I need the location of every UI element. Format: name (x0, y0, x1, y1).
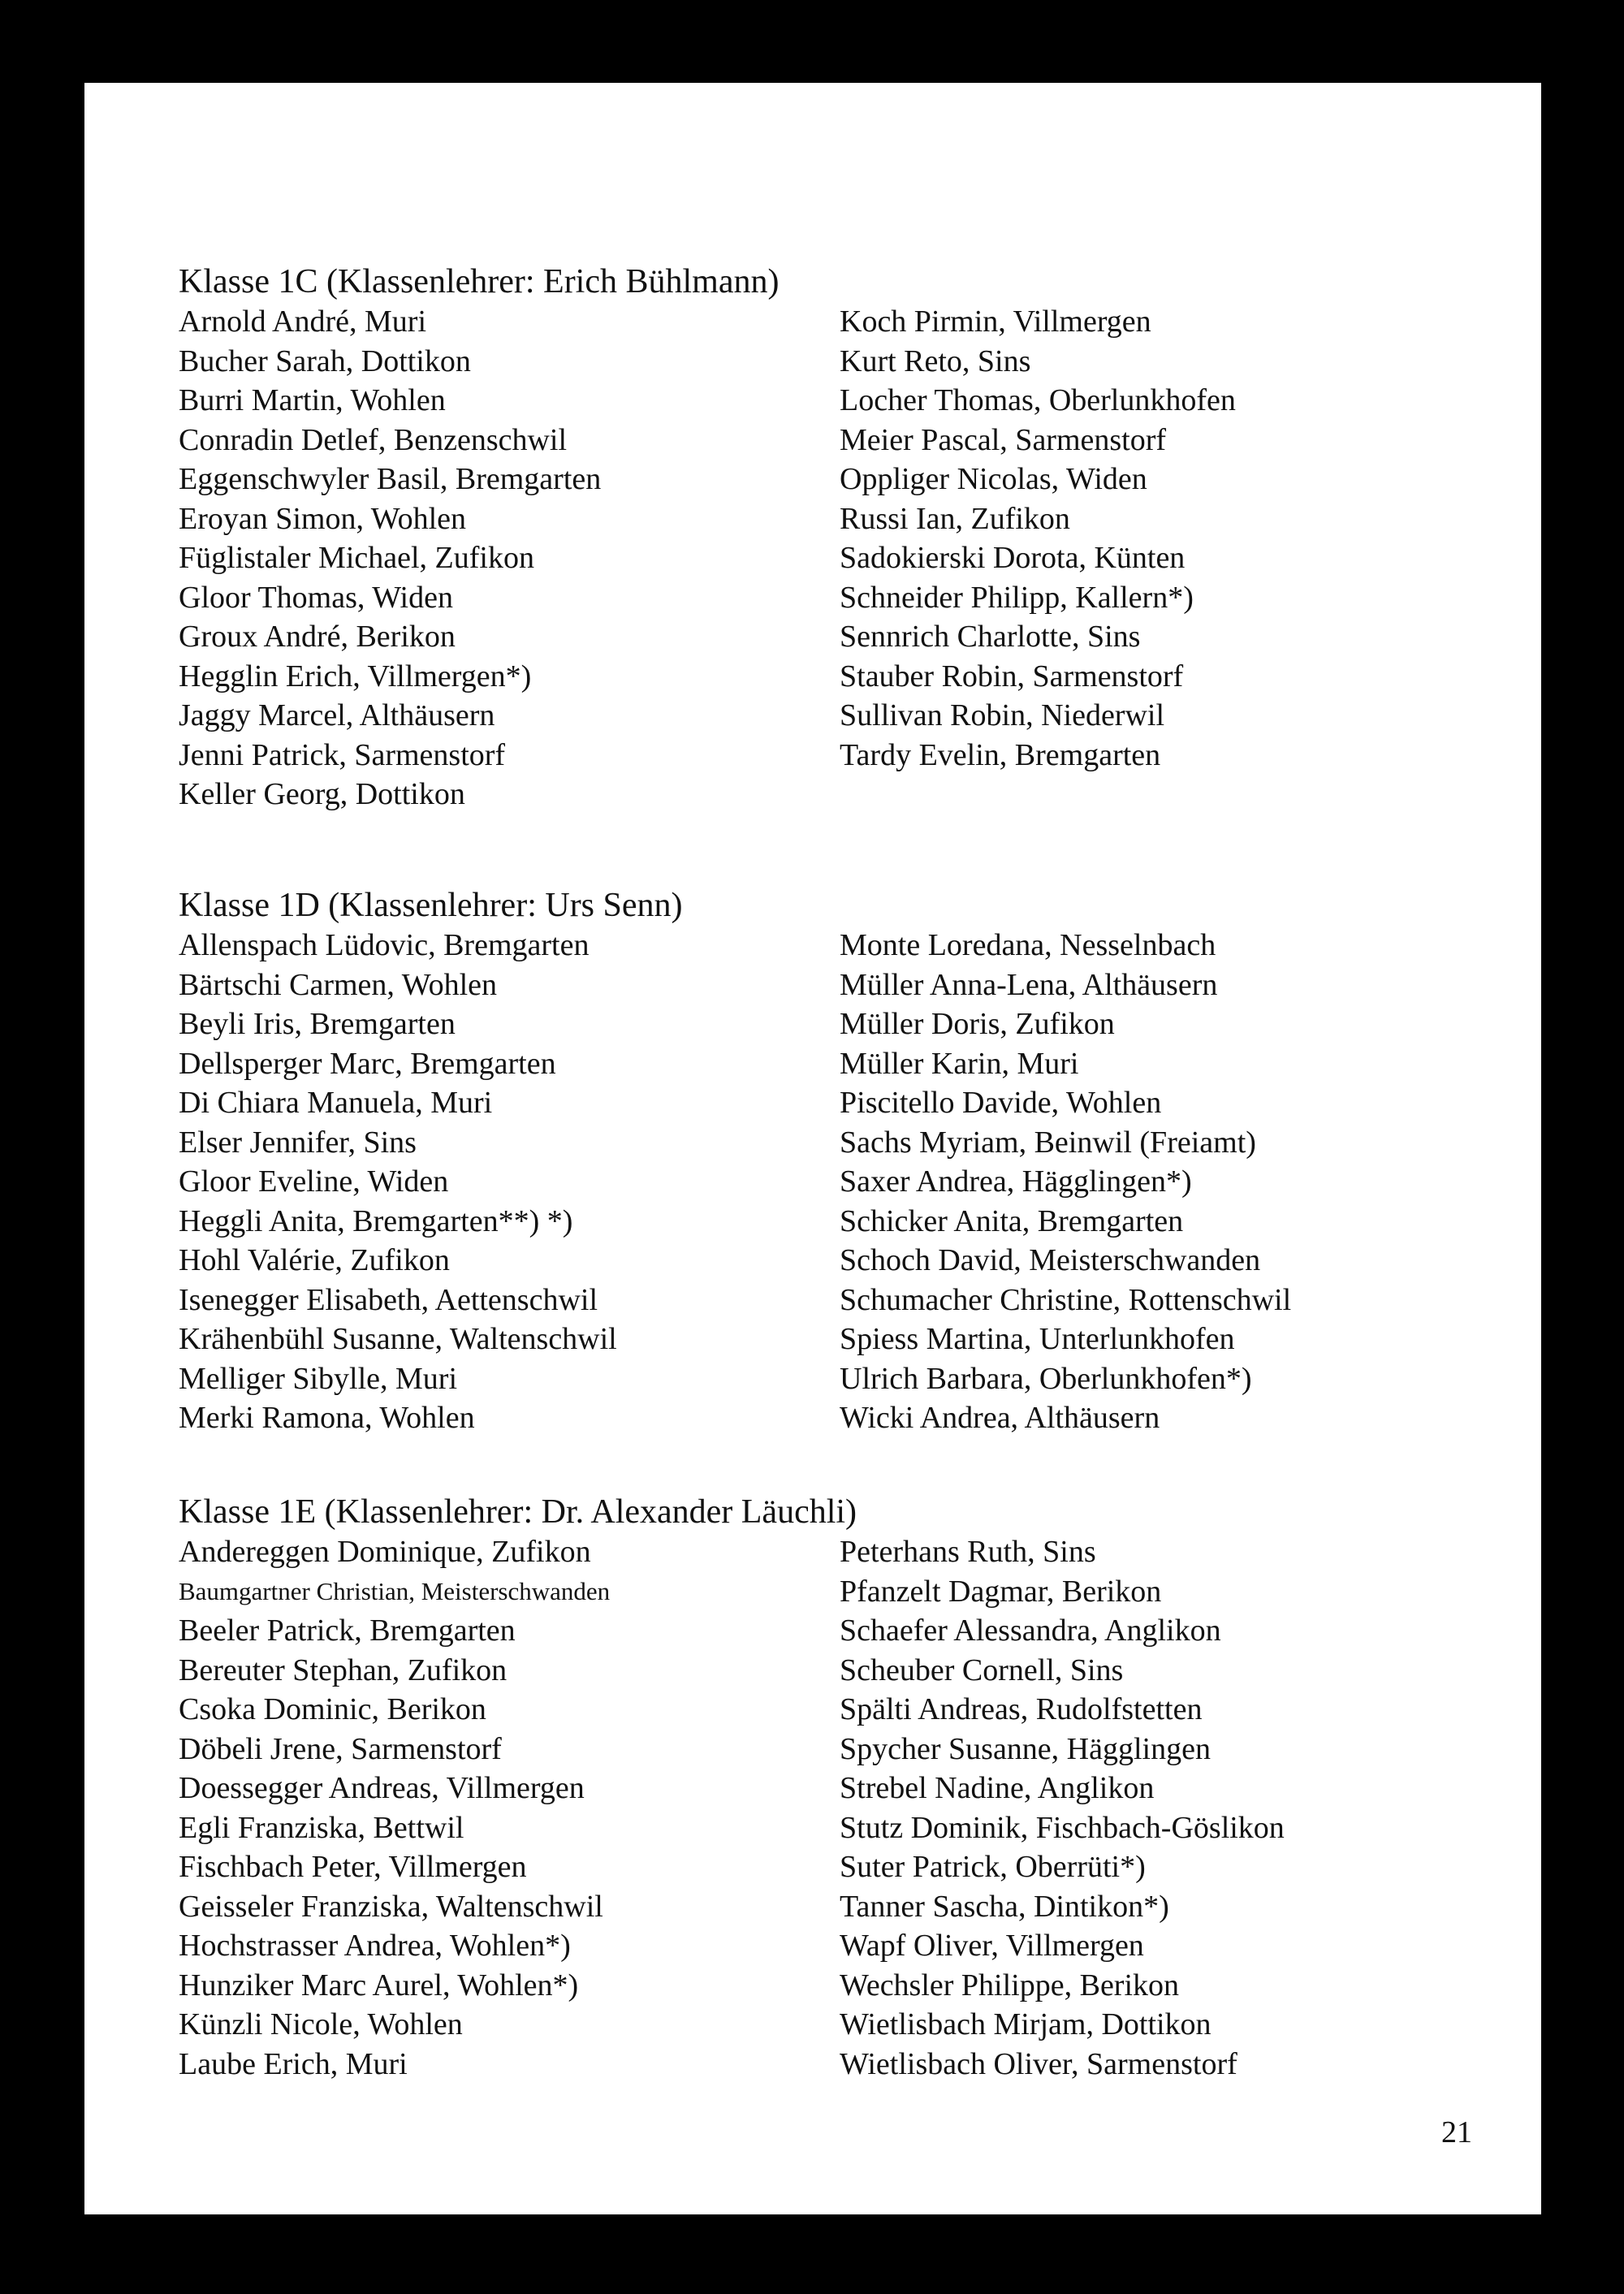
student-entry: Sullivan Robin, Niederwil (840, 698, 1165, 732)
student-entry: Hohl Valérie, Zufikon (179, 1243, 450, 1277)
student-entry: Stauber Robin, Sarmenstorf (840, 659, 1184, 693)
student-entry: Eroyan Simon, Wohlen (179, 501, 467, 536)
student-entry: Bärtschi Carmen, Wohlen (179, 967, 497, 1002)
student-entry: Suter Patrick, Oberrüti*) (840, 1850, 1146, 1884)
student-entry: Locher Thomas, Oberlunkhofen (840, 383, 1236, 417)
right-column (840, 926, 1489, 1438)
student-entry: Döbeli Jrene, Sarmenstorf (179, 1731, 502, 1766)
class-section-1c (179, 261, 1510, 814)
student-entry: Spycher Susanne, Hägglingen (840, 1731, 1211, 1766)
student-entry: Peterhans Ruth, Sins (840, 1535, 1096, 1569)
student-entry: Müller Anna-Lena, Althäusern (840, 967, 1218, 1002)
student-entry: Schneider Philipp, Kallern*) (840, 580, 1194, 615)
student-entry: Tanner Sascha, Dintikon*) (840, 1889, 1169, 1924)
student-entry: Heggli Anita, Bremgarten**) *) (179, 1203, 573, 1238)
student-entry: Groux André, Berikon (179, 620, 456, 654)
student-entry: Füglistaler Michael, Zufikon (179, 541, 534, 575)
student-entry: Wietlisbach Mirjam, Dottikon (840, 2007, 1212, 2041)
page-number: 21 (1441, 2115, 1472, 2149)
class-section-1e (179, 1492, 1510, 2084)
student-entry: Wicki Andrea, Althäusern (840, 1401, 1160, 1435)
student-entry: Beyli Iris, Bremgarten (179, 1007, 456, 1041)
student-entry: Eggenschwyler Basil, Bremgarten (179, 462, 602, 496)
student-entry: Melliger Sibylle, Muri (179, 1361, 458, 1396)
student-entry: Isenegger Elisabeth, Aettenschwil (179, 1282, 598, 1317)
student-entry: Spälti Andreas, Rudolfstetten (840, 1692, 1203, 1726)
student-columns (179, 302, 1510, 814)
student-entry: Gloor Eveline, Widen (179, 1164, 449, 1199)
student-entry: Pfanzelt Dagmar, Berikon (840, 1574, 1162, 1609)
student-entry: Tardy Evelin, Bremgarten (840, 737, 1161, 772)
section-heading: Klasse 1D (Klassenlehrer: Urs Senn) (179, 887, 683, 924)
student-entry: Stutz Dominik, Fischbach-Göslikon (840, 1810, 1285, 1845)
left-column (179, 926, 840, 1438)
student-entry: Jenni Patrick, Sarmenstorf (179, 737, 506, 772)
student-entry: Bereuter Stephan, Zufikon (179, 1652, 508, 1687)
student-entry: Egli Franziska, Bettwil (179, 1810, 464, 1845)
student-entry: Strebel Nadine, Anglikon (840, 1771, 1155, 1805)
student-entry: Schumacher Christine, Rottenschwil (840, 1282, 1292, 1317)
student-entry: Müller Doris, Zufikon (840, 1007, 1115, 1041)
student-entry: Geisseler Franziska, Waltenschwil (179, 1889, 603, 1924)
class-section-1d (179, 885, 1510, 1438)
left-column (179, 1532, 840, 2084)
student-entry: Schoch David, Meisterschwanden (840, 1243, 1261, 1277)
student-entry: Hunziker Marc Aurel, Wohlen*) (179, 1968, 579, 2002)
student-entry: Hegglin Erich, Villmergen*) (179, 659, 532, 693)
student-entry: Sadokierski Dorota, Künten (840, 541, 1186, 575)
student-entry: Schicker Anita, Bremgarten (840, 1203, 1184, 1238)
student-entry: Doessegger Andreas, Villmergen (179, 1771, 585, 1805)
student-entry: Hochstrasser Andrea, Wohlen*) (179, 1929, 571, 1963)
student-entry: Oppliger Nicolas, Widen (840, 462, 1147, 496)
student-entry: Müller Karin, Muri (840, 1046, 1079, 1081)
student-entry: Wapf Oliver, Villmergen (840, 1929, 1144, 1963)
student-entry: Fischbach Peter, Villmergen (179, 1850, 527, 1884)
student-entry: Beeler Patrick, Bremgarten (179, 1614, 516, 1648)
student-entry: Andereggen Dominique, Zufikon (179, 1535, 591, 1569)
student-entry: Monte Loredana, Nesselnbach (840, 928, 1216, 962)
student-entry: Conradin Detlef, Benzenschwil (179, 422, 568, 457)
student-entry: Allenspach Lüdovic, Bremgarten (179, 928, 590, 962)
student-entry: Di Chiara Manuela, Muri (179, 1086, 493, 1120)
student-entry: Jaggy Marcel, Althäusern (179, 698, 495, 732)
student-entry: Csoka Dominic, Berikon (179, 1692, 486, 1726)
student-entry: Wechsler Philippe, Berikon (840, 1968, 1180, 2002)
student-entry: Krähenbühl Susanne, Waltenschwil (179, 1322, 617, 1356)
student-entry: Spiess Martina, Unterlunkhofen (840, 1322, 1235, 1356)
student-entry: Saxer Andrea, Hägglingen*) (840, 1164, 1192, 1199)
student-entry: Piscitello Davide, Wohlen (840, 1086, 1162, 1120)
student-columns (179, 926, 1510, 1438)
student-entry: Baumgartner Christian, Meisterschwanden (179, 1576, 611, 1605)
student-entry: Laube Erich, Muri (179, 2046, 408, 2081)
student-entry: Keller Georg, Dottikon (179, 777, 465, 811)
student-entry: Bucher Sarah, Dottikon (179, 343, 471, 378)
section-heading: Klasse 1E (Klassenlehrer: Dr. Alexander Läuchli) (179, 1493, 857, 1531)
student-entry: Dellsperger Marc, Bremgarten (179, 1046, 556, 1081)
student-entry: Ulrich Barbara, Oberlunkhofen*) (840, 1361, 1252, 1396)
document-page (84, 83, 1541, 2214)
student-entry: Elser Jennifer, Sins (179, 1125, 417, 1160)
left-column (179, 302, 840, 814)
student-entry: Gloor Thomas, Widen (179, 580, 453, 615)
student-entry: Merki Ramona, Wohlen (179, 1401, 475, 1435)
student-entry: Sachs Myriam, Beinwil (Freiamt) (840, 1125, 1256, 1160)
student-entry: Schaefer Alessandra, Anglikon (840, 1614, 1221, 1648)
section-heading: Klasse 1C (Klassenlehrer: Erich Bühlmann) (179, 263, 780, 300)
student-columns (179, 1532, 1510, 2084)
student-entry: Russi Ian, Zufikon (840, 501, 1070, 536)
student-entry: Koch Pirmin, Villmergen (840, 305, 1151, 339)
student-entry: Burri Martin, Wohlen (179, 383, 446, 417)
student-entry: Kurt Reto, Sins (840, 343, 1031, 378)
student-entry: Wietlisbach Oliver, Sarmenstorf (840, 2046, 1237, 2081)
right-column (840, 302, 1489, 814)
student-entry: Meier Pascal, Sarmenstorf (840, 422, 1167, 457)
student-entry: Scheuber Cornell, Sins (840, 1652, 1124, 1687)
student-entry: Arnold André, Muri (179, 305, 427, 339)
student-entry: Künzli Nicole, Wohlen (179, 2007, 463, 2041)
right-column (840, 1532, 1489, 2084)
student-entry: Sennrich Charlotte, Sins (840, 620, 1141, 654)
